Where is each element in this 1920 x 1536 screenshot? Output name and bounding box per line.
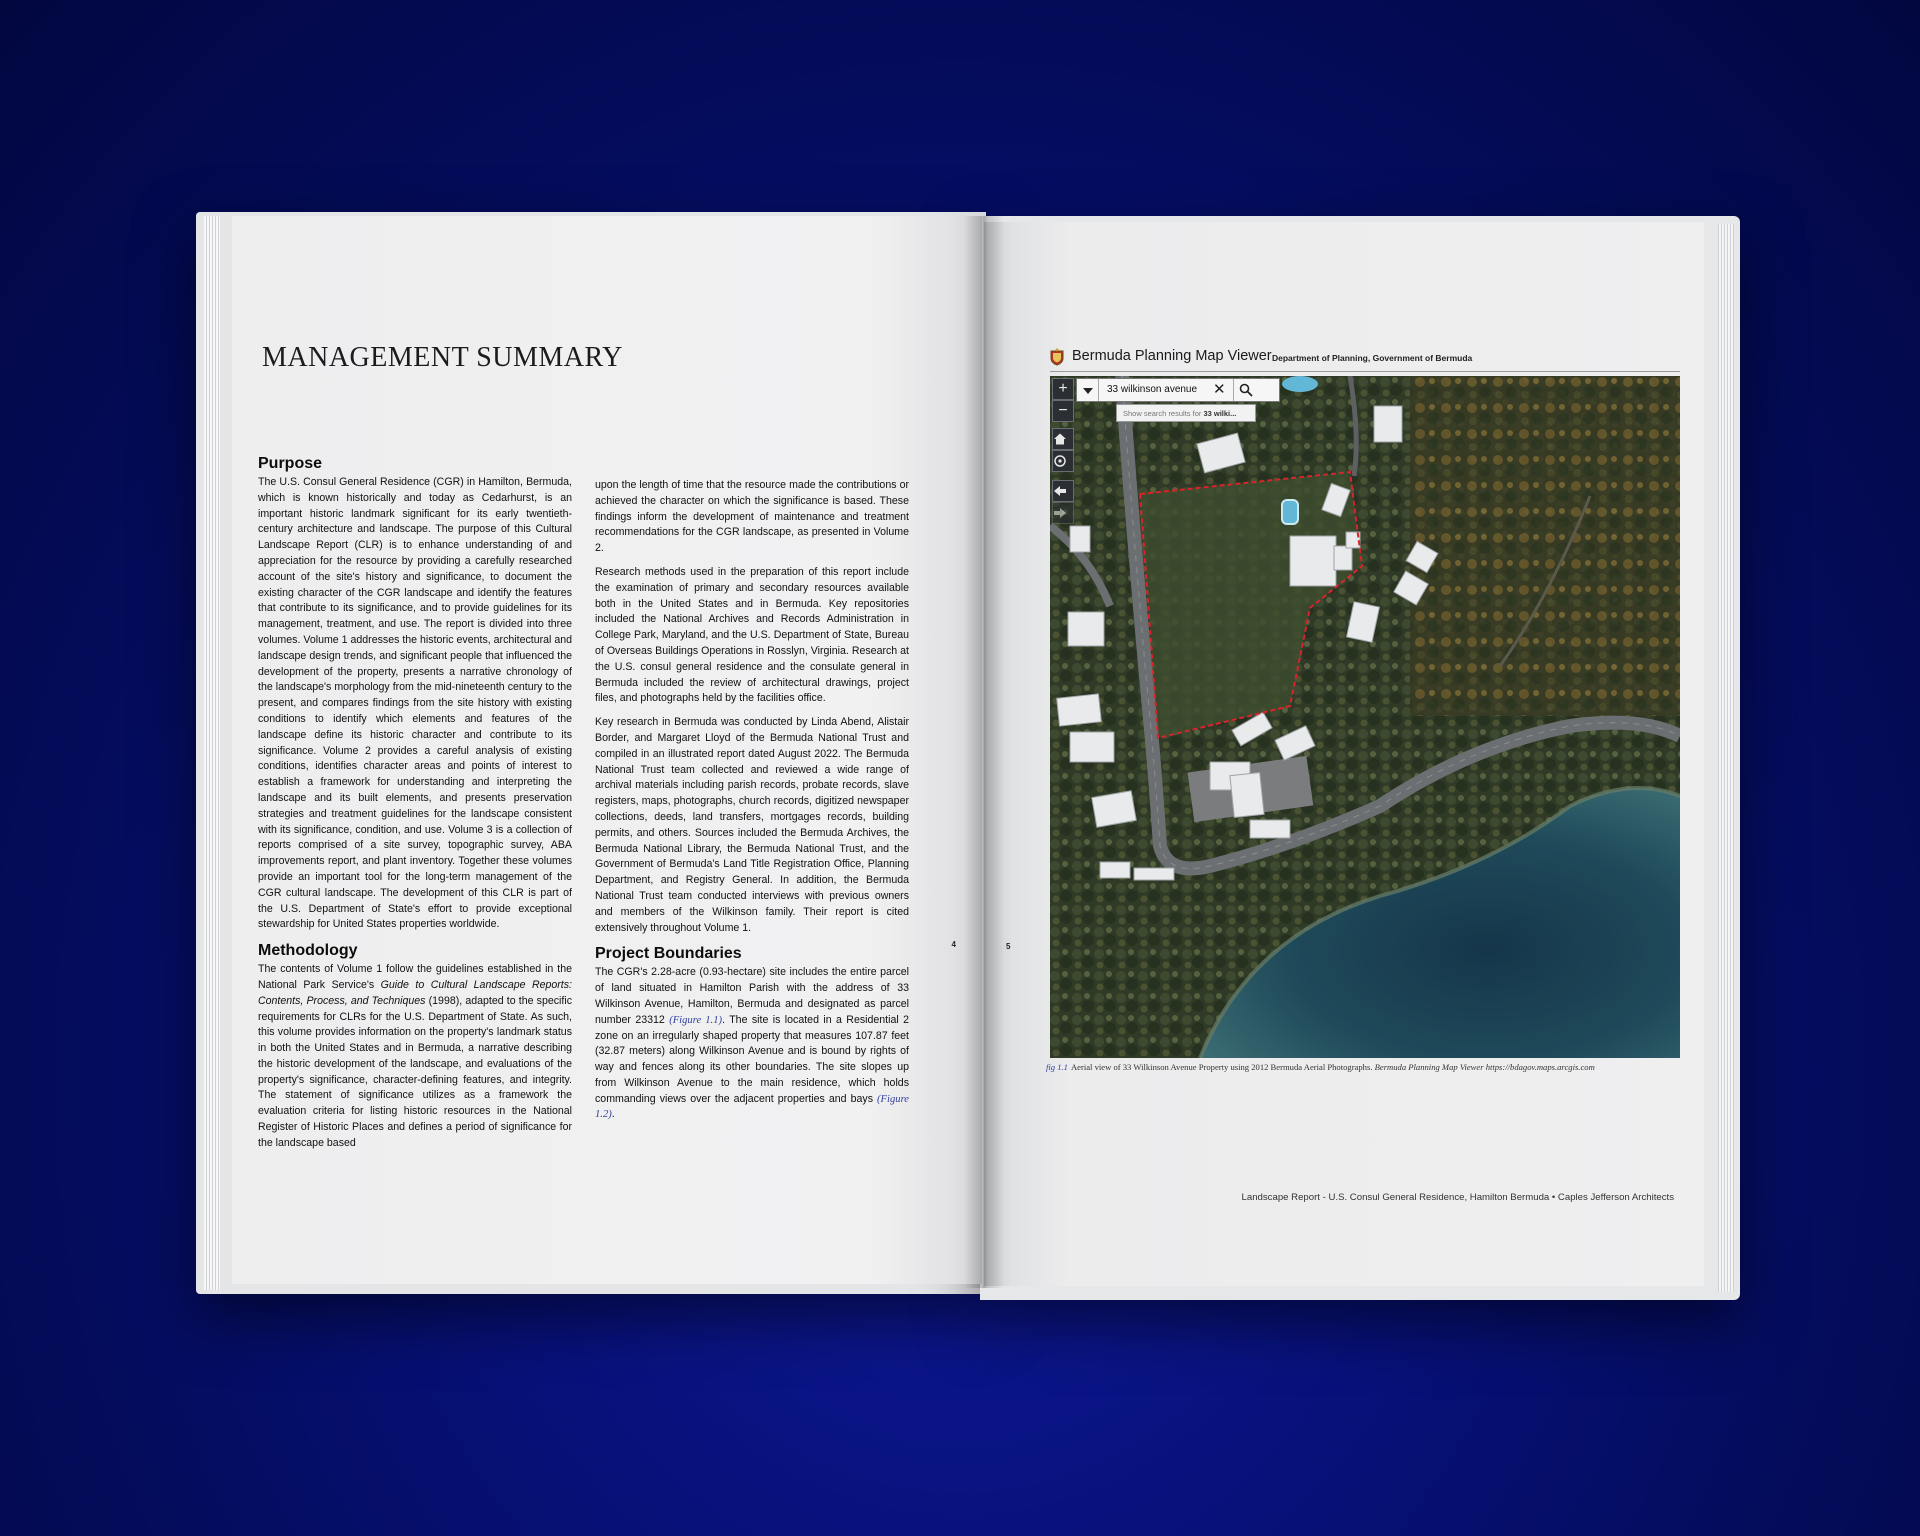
running-footer: Landscape Report - U.S. Consul General Residence, Hamilton Bermuda • Caples Jefferson Architects (1241, 1192, 1674, 1203)
key-research-paragraph: Key research in Bermuda was conducted by Linda Abend, Alistair Border, and Margaret Lloyd of the Bermuda National Trust and compiled in an illustrated report dated August 2022. The Bermuda National Trust team collected and reviewed a wide range of archival materials including parish records, probate records, slave registers, maps, photographs, church records, digitized newspaper collections, deeds, land transfers, mortgages records, building permits, and others. Sources included the Bermuda Archives, the Bermuda National Library, the Bermuda National Trust, and the Government of Bermuda's Land Title Registration Office, Planning Department, and Registry General. In addition, the Bermuda National Trust team conducted interviews with previous owners and members of the Wilkinson family. Their report is cited extensively throughout Volume 1. (595, 716, 909, 934)
methodology-heading: Methodology (258, 942, 358, 960)
zoom-in-button[interactable]: + (1052, 378, 1074, 400)
search-icon (1239, 383, 1253, 397)
aerial-map[interactable] (1050, 376, 1680, 1058)
page-title: MANAGEMENT SUMMARY (262, 342, 623, 373)
boundaries-text-a: The CGR's 2.28-acre (0.93-hectare) site includes the entire parcel of land situated in Hamilton Parish with the address of 33 Wilkinson Avenue, Hamilton, Bermuda and designated as parcel number 23312 (595, 966, 909, 1026)
aerial-photo (1050, 376, 1680, 1058)
home-button[interactable] (1052, 428, 1074, 450)
boundaries-text-c: . (611, 1108, 615, 1121)
right-page (984, 222, 1704, 1286)
suggestion-query: 33 wilki... (1203, 409, 1237, 418)
methodology-continued: upon the length of time that the resource made the contributions or achieved the character on which the significance is based. These findings inform the development of maintenance and treatment recommendations for the CGR landscape, as presented in Volume 2. (595, 479, 909, 555)
search-clear-button[interactable]: ✕ (1213, 381, 1226, 398)
locate-button[interactable] (1052, 450, 1074, 472)
guide-title: Guide to Cultural Landscape Reports: Contents, Process, and Techniques (258, 978, 572, 1007)
arrow-left-icon (1053, 484, 1067, 498)
figure-1-1-link[interactable]: (Figure 1.1) (669, 1014, 723, 1026)
search-dropdown-button[interactable] (1077, 379, 1099, 401)
figure-label: fig 1.1 (1046, 1062, 1068, 1072)
map-viewer-title: Bermuda Planning Map Viewer (1072, 348, 1272, 364)
suggestion-prefix: Show search results for (1123, 409, 1204, 418)
back-button[interactable] (1052, 480, 1074, 502)
methodology-text-b: (1998), adapted to the specific requirements for CLRs for the U.S. Department of State. As such, this volume provides information on the property's landmark status in both the United States and in Bermuda, a narrative describing the historic development of the landscape, and evaluations of the property's significance, character-defining features, and integrity. The statement of significance utilizes as a framework the evaluation criteria for listing historic resources in the National Register of Historic Places and defines a period of significance for the landscape based (258, 994, 572, 1149)
search-button[interactable] (1233, 379, 1257, 401)
home-icon (1053, 432, 1067, 446)
map-search-box (1076, 378, 1280, 402)
search-suggestion[interactable] (1116, 404, 1256, 422)
left-page (232, 216, 982, 1284)
boundaries-paragraph (595, 965, 909, 1123)
figure-1-2-link[interactable]: (Figure 1.2) (595, 1093, 909, 1121)
book-spine-shadow (964, 216, 1004, 1288)
zoom-out-button[interactable]: − (1052, 400, 1074, 422)
methodology-paragraph (258, 962, 572, 1152)
boundaries-heading: Project Boundaries (595, 945, 742, 963)
purpose-paragraph: The U.S. Consul General Residence (CGR) in Hamilton, Bermuda, which is known historically and today as Cedarhurst, is an important historic landmark significant for its early twentieth-century architecture and landscape. The purpose of this Cultural Landscape Report (CLR) is to enhance understanding of and appreciation for the resource by providing a carefully researched account of the site's history and significance, to document the existing character of the CGR landscape and identify the features that contribute to its significance, and to provide guidelines for its management, treatment, and use. The report is divided into three volumes. Volume 1 addresses the historic events, architectural and landscape design trends, and significant people that influenced the development of the property, presents a narrative chronology of the landscape's morphology from the mid-nineteenth century to the present, and compares findings from the site history with existing conditions to identify which elements and features of the landscape define its historic character and contribute to its significance. Volume 2 provides a careful analysis of existing conditions, identifies character areas and points of interest to establish a framework for understanding and interpreting the landscape and its built elements, and presents preservation strategies and treatment guidelines for the landscape consistent with its significance, condition, and use. Volume 3 is a collection of reports comprised of a site survey, topographic survey, ABA improvements report, and plant inventory. Together these volumes provide an important tool for the long-term management of the CGR cultural landscape. The development of this CLR is part of the U.S. Department of State's effort to provide exceptional stewardship for United States properties worldwide. (258, 476, 572, 931)
text-column-2 (595, 478, 909, 1131)
page-number-left: 4 (951, 940, 956, 949)
search-input[interactable]: 33 wilkinson avenue (1107, 384, 1198, 395)
map-viewer-department: Department of Planning, Government of Bermuda (1272, 353, 1473, 363)
figure-caption (1046, 1062, 1686, 1072)
page-number-right: 5 (1006, 942, 1011, 951)
methodology-text-a: The contents of Volume 1 follow the guidelines established in the National Park Service's (258, 963, 572, 991)
research-methods-paragraph: Research methods used in the preparation of this report include the examination of primary and secondary resources available both in the United States and in Bermuda. Key repositories included the National Archives and Records Administration in College Park, Maryland, and the U.S. Department of State, Bureau of Overseas Buildings Operations in Rosslyn, Virginia. Research at the U.S. consul general residence and the consulate general in Bermuda included the review of architectural drawings, project files, and photographs held by the facilities office. (595, 565, 909, 705)
purpose-heading: Purpose (258, 455, 323, 472)
boundaries-text-b: . The site is located in a Residential 2 zone on an irregularly shaped property that measures 107.87 feet (32.87 meters) along Wilkinson Avenue and is bound by rights of way and fences along its other boundaries. The site slopes up from Wilkinson Avenue to the main residence, which holds commanding views over the adjacent properties and bays (595, 1013, 910, 1105)
locate-icon (1053, 454, 1067, 468)
caption-source: Bermuda Planning Map Viewer https://bdagov.maps.arcgis.com (1374, 1062, 1595, 1072)
arrow-right-icon (1053, 506, 1067, 520)
forward-button[interactable] (1052, 502, 1074, 524)
map-viewer-header (1050, 346, 1680, 372)
text-column-1 (258, 454, 572, 1160)
bermuda-crest-icon (1050, 348, 1064, 366)
caption-text: Aerial view of 33 Wilkinson Avenue Property using 2012 Bermuda Aerial Photographs. (1070, 1062, 1375, 1072)
